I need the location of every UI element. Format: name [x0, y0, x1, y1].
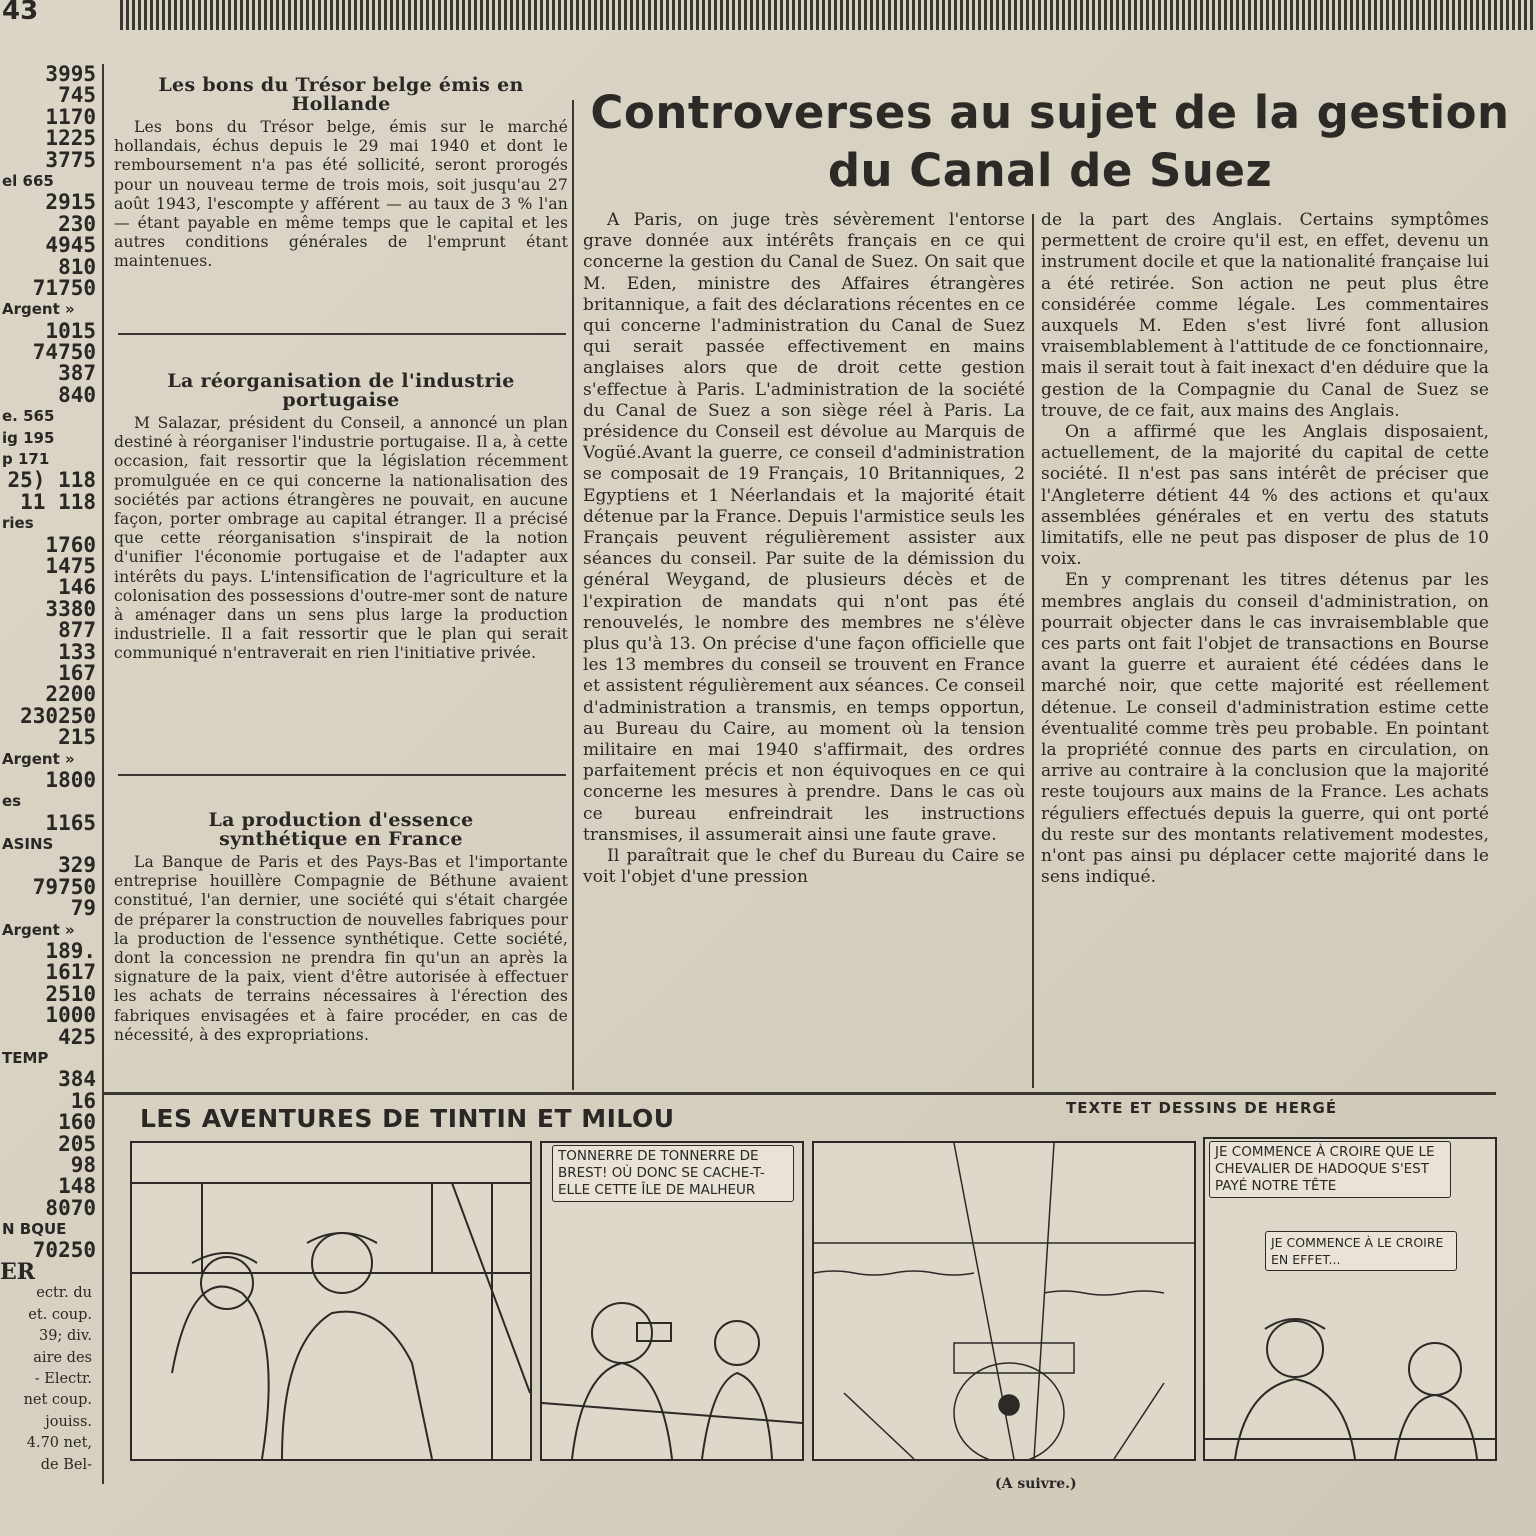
column-rule-middle: [572, 100, 574, 1090]
stock-entry: 1760: [45, 534, 96, 556]
stock-entry: 4945: [45, 235, 96, 257]
notice-line: aire des: [33, 1349, 92, 1366]
notice-line: ectr. du: [36, 1285, 92, 1302]
stock-entry: 1800: [45, 769, 96, 792]
stock-entry: 384: [58, 1069, 96, 1091]
notice-line: net coup.: [23, 1392, 92, 1409]
stock-entry: 79: [70, 898, 96, 920]
stock-entry: 160: [58, 1112, 96, 1134]
comic-panel-4: [1203, 1137, 1497, 1461]
stock-entry: 79750: [32, 876, 96, 899]
stock-entry: ig 195: [2, 428, 55, 447]
stock-entry: 148: [58, 1176, 96, 1198]
stock-entry: N BQUE: [2, 1220, 67, 1239]
paragraph: A Paris, on juge très sévèrement l'entorse grave donnée aux intérêts français en ce qui concerne la gestion du Canal de Suez. On sait que M. Eden, ministre des Affaires étrangères britannique, a fait des déclarations récentes en ce qui concerne l'administration du Canal de Suez qui serait passée effectivement en mains anglaises alors que de droit cette gestion s'effectue à Paris. L'administration de la société du Canal de Suez a son siège réel à Paris. La présidence du Conseil est dévolue au Marquis de Vogüé.Avant la guerre, ce conseil d'administration se composait de 19 Français, 10 Britanniques, 2 Egyptiens et 1 Néerlandais et la majorité était détenue par la France. Depuis l'armistice seuls les Français peuvent régulièrement assister aux séances du conseil. Par suite de la démission du général Weygand, de plusieurs décès et de l'expiration de mandats qui n'ont pas été renouvelés, le nombre des membres ne s'élève plus qu'à 13. On précise d'une façon officielle que les 13 membres du conseil se trouvent en France et assistent régulièrement aux séances. Ce conseil d'administration a transmis, en temps opportun, au Bureau du Caire, au moment où la tension militaire en mai 1940 s'affirmait, des ordres parfaitement précis et non équivoques en ce qui concerne les mesures à prendre. Dans le cas où ce bureau enfreindrait les instructions transmises, il assumerait ainsi une faute grave.: [583, 210, 1025, 845]
stock-entry: p 171: [2, 450, 50, 469]
stock-entry: 3380: [45, 598, 96, 621]
stock-entry: ries: [2, 514, 34, 533]
stock-entry: 98: [70, 1154, 96, 1177]
stock-entry: Argent »: [2, 300, 75, 319]
comic-panel-3: [812, 1141, 1196, 1461]
article-headline: La réorganisation de l'industrie portugaise: [167, 370, 515, 411]
stock-entry: 329: [58, 855, 96, 877]
stock-entry: 1000: [45, 1005, 96, 1027]
stock-entry: 230: [58, 213, 96, 236]
stock-entry: 133: [58, 641, 96, 663]
article-headline: La production d'essence synthétique en France: [208, 809, 474, 850]
stock-entry: e. 565: [2, 407, 55, 426]
to-be-continued: (A suivre.): [995, 1476, 1077, 1492]
notice-line: ER: [0, 1262, 36, 1285]
stock-entry: 745: [58, 85, 96, 107]
article-body: M Salazar, président du Conseil, a annoncé un plan destiné à réorganiser l'industrie portugaise. Il a, à cette occasion, fait ressortir que la législation récemment promulguée en ce qui concerne la nationalisation des sociétés par actions étrangères ne pouvait, en aucune façon, porter ombrage au capital étranger. Il a précisé que cette réorganisation s'inspirait de la notion d'unifier l'économie portugaise et de l'adapter aux intérêts du pays. L'intensification de l'agriculture et la colonisation des possessions d'outre-mer sont de nature à aménager dans un sens plus large la production industrielle. Il a fait ressortir que le plan qui serait communiqué n'entraverait en rien l'initiative privée.: [114, 414, 568, 663]
article-divider: [118, 774, 566, 776]
article-essence-synthetique: [114, 811, 568, 1045]
stock-entry: 810: [58, 256, 96, 278]
stock-entry: 11 118: [20, 491, 96, 514]
speech-balloon: JE COMMENCE À CROIRE QUE LE CHEVALIER DE HADOQUE S'EST PAYÉ NOTRE TÊTE: [1209, 1141, 1451, 1198]
stock-entry: 16: [70, 1090, 96, 1113]
stock-entry: 3995: [45, 64, 96, 86]
stock-entry: Argent »: [2, 920, 75, 939]
stock-entry: el 665: [2, 171, 54, 190]
main-article-col2: [1041, 210, 1489, 1090]
comic-credit: TEXTE ET DESSINS DE HERGÉ: [1066, 1099, 1338, 1117]
stock-entry: 146: [58, 577, 96, 599]
stock-entry: 2915: [45, 192, 96, 214]
notice-line: et. coup.: [28, 1306, 92, 1323]
page-number: 43: [2, 0, 39, 26]
stock-entry: 2200: [45, 684, 96, 706]
stock-entry: 205: [58, 1133, 96, 1155]
main-article-col1: [583, 210, 1025, 1090]
ship-bridge-drawing: [132, 1143, 530, 1459]
paragraph: Il paraîtrait que le chef du Bureau du Caire se voit l'objet d'une pression: [583, 846, 1025, 888]
stock-entry: 71750: [32, 277, 96, 300]
stock-entry: TEMP: [2, 1048, 49, 1067]
notice-line: - Electr.: [34, 1371, 92, 1388]
speech-balloon: TONNERRE DE TONNERRE DE BREST! OÙ DONC SE CACHE-T-ELLE CETTE ÎLE DE MALHEUR: [552, 1145, 794, 1202]
stock-entry: 1475: [45, 555, 96, 578]
speech-balloon: JE COMMENCE À LE CROIRE EN EFFET...: [1265, 1231, 1457, 1271]
stock-entry: 215: [58, 727, 96, 749]
stock-entry: 189.: [45, 941, 96, 963]
comic-panel-1: [130, 1141, 532, 1461]
header-hatch-band: [120, 0, 1536, 30]
notice-line: 4.70 net,: [26, 1435, 92, 1452]
column-rule-main: [1032, 214, 1034, 1088]
stock-entry: 3775: [45, 149, 96, 171]
stock-entry: 74750: [32, 342, 96, 364]
column-rule-left: [102, 64, 104, 1484]
ship-deck-sea-drawing: [814, 1143, 1194, 1459]
stock-entry: es: [2, 792, 22, 811]
stock-entry: 1170: [45, 106, 96, 129]
notice-line: jouiss.: [45, 1413, 92, 1430]
comic-title: LES AVENTURES DE TINTIN ET MILOU: [140, 1104, 675, 1133]
paragraph: On a affirmé que les Anglais disposaient, actuellement, de la majorité du capital de cette société. Il n'est pas sans intérêt de préciser que l'Angleterre détient 44 % des actions et qu'aux assemblées générales et en vertu des statuts limitatifs, elle ne peut pas disposer de plus de 10 voix.: [1041, 422, 1489, 570]
stock-entry: Argent »: [2, 749, 75, 768]
stock-entry: 25) 118: [7, 470, 96, 492]
stock-entry: ASINS: [2, 835, 54, 854]
article-bons-tresor: [114, 76, 568, 272]
stock-entry: 167: [58, 662, 96, 685]
stock-entry: 230250: [20, 705, 96, 728]
comic-top-rule: [104, 1092, 1496, 1095]
stock-entry: 877: [58, 620, 96, 642]
stock-entry: 70250: [32, 1240, 96, 1262]
comic-panel-2: [540, 1141, 804, 1461]
article-industrie-portugaise: [114, 372, 568, 664]
stock-entry: 8070: [45, 1197, 96, 1220]
stock-entry: 1165: [45, 812, 96, 835]
main-headline: Controverses au sujet de la gestion du Canal de Suez: [590, 86, 1510, 197]
left-notice-fragment: [0, 1262, 92, 1476]
notice-line: 39; div.: [39, 1328, 92, 1345]
stock-entry: 1225: [45, 128, 96, 150]
stock-entry: 1617: [45, 962, 96, 984]
paragraph: de la part des Anglais. Certains symptômes permettent de croire qu'il est, en effet, devenu un instrument docile et que la nationalité française lui a été retirée. Son action ne peut plus être considérée comme légale. Les commentaires auxquels M. Eden s'est livré font allusion vraisemblablement à l'attitude de ce fonctionnaire, mais il serait tout à fait inexact d'en déduire que la gestion de la Compagnie du Canal de Suez se trouve, de ce fait, aux mains des Anglais.: [1041, 210, 1489, 421]
article-divider: [118, 333, 566, 335]
article-body: Les bons du Trésor belge, émis sur le marché hollandais, échus depuis le 29 mai 1940 et dont le remboursement n'a pas été sollicité, seront prorogés pour un nouveau terme de trois mois, soit jusqu'au 27 août 1943, l'escompte y afférent — au taux de 3 % l'an — étant payable en même temps que le capital et les autres conditions générales de l'emprunt étant maintenues.: [114, 118, 568, 271]
paragraph: En y comprenant les titres détenus par les membres anglais du conseil d'administration, on pourrait objecter dans le cas invraisemblable que ces parts ont fait l'objet de transactions en Bourse avant la guerre et auraient été cédées dans le marché noir, que cette majorité est réellement détenue. Le conseil d'administration estime cette éventualité comme très peu probable. En pointant la propriété connue des parts en circulation, on arrive au contraire à la conclusion que la majorité reste toujours aux mains de la France. Les achats réguliers effectués depuis la guerre, qui ont porté du reste sur des montants relativement modestes, n'ont pas ainsi pu déplacer cette majorité dans le sens indiqué.: [1041, 570, 1489, 888]
stock-entry: 2510: [45, 983, 96, 1006]
notice-line: de Bel-: [40, 1456, 92, 1473]
article-headline: Les bons du Trésor belge émis en Hollande: [158, 74, 524, 115]
stock-entry: 425: [58, 1026, 96, 1048]
article-body: La Banque de Paris et des Pays-Bas et l'importante entreprise houillère Compagnie de Béthune avaient constitué, l'an dernier, une société qui s'était chargée de préparer la construction de nouvelles fabriques pour la production de l'essence synthétique. Cette société, dont la concession ne prendra fin qu'un an après la signature de la paix, vient d'être autorisée à effectuer les achats de terrains nécessaires à l'érection des fabriques envisagées et à faire procéder, en cas de nécessité, à des expropriations.: [114, 853, 568, 1044]
stock-entry: 1015: [45, 320, 96, 343]
stock-entry: 387: [58, 363, 96, 385]
stock-entry: 840: [58, 384, 96, 407]
